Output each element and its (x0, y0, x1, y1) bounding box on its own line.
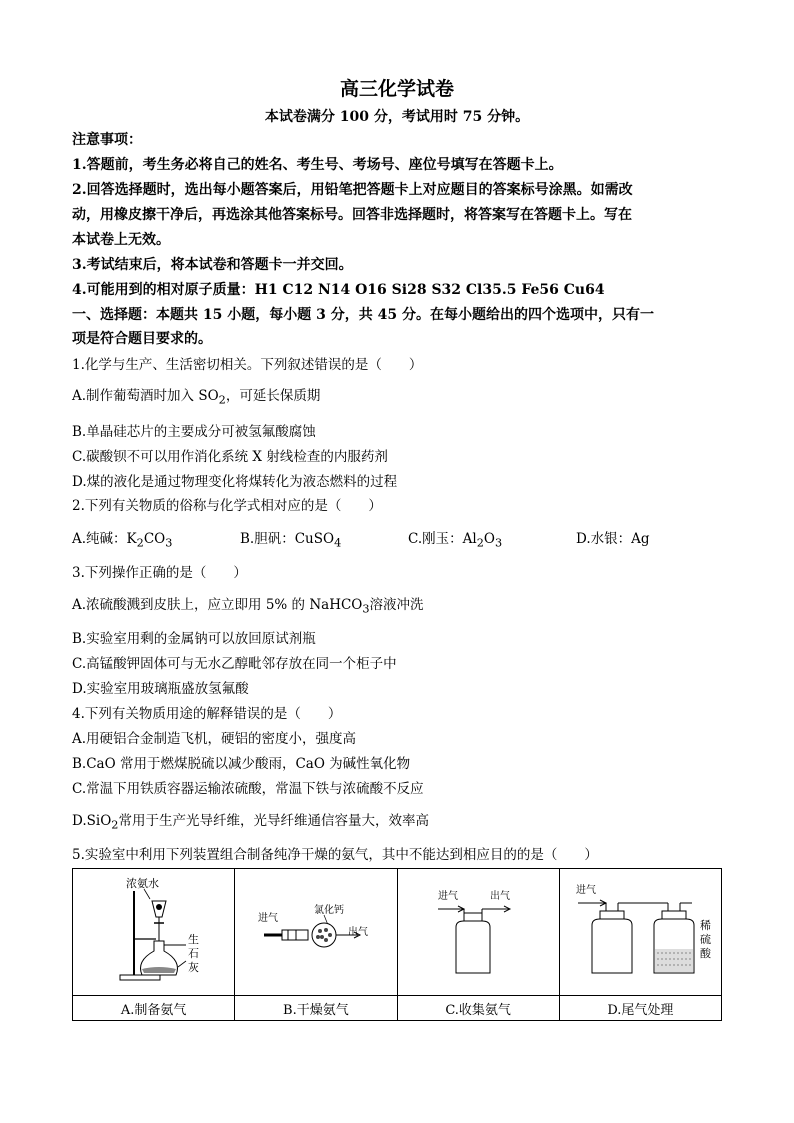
question-4-option-c: C.常温下用铁质容器运输浓硫酸，常温下铁与浓硫酸不反应 (72, 781, 424, 797)
question-1-option-d: D.煤的液化是通过物理变化将煤转化为液态燃料的过程 (72, 474, 398, 490)
question-3-option-b: B.实验室用剩的金属钠可以放回原试剂瓶 (72, 631, 316, 647)
caption-c: C.收集氨气 (397, 996, 559, 1021)
apparatus-b-cell (235, 869, 397, 996)
caption-d: D.尾气处理 (559, 996, 721, 1021)
question-2-option-d: D.水银：Ag (576, 531, 650, 547)
notes-item: 3.考试结束后，将本试卷和答题卡一并交回。 (72, 257, 353, 273)
notes-item: 1.答题前，考生务必将自己的姓名、考生号、考场号、座位号填写在答题卡上。 (72, 157, 563, 173)
drying-tube-diagram (236, 869, 396, 991)
ammonia-solution-label: 浓氨水 (125, 877, 159, 890)
question-2-stem: 2.下列有关物质的俗称与化学式相对应的是（ ） (72, 498, 382, 514)
question-2-option-a: A.纯碱：$K_2CO_3$ (72, 531, 173, 550)
apparatus-c-cell (397, 869, 559, 996)
question-4-option-b: B.CaO 常用于燃煤脱硫以减少酸雨，CaO 为碱性氧化物 (72, 756, 411, 772)
gas-collection-bottle-diagram (398, 869, 558, 991)
question-3-option-d: D.实验室用玻璃瓶盛放氢氟酸 (72, 681, 249, 697)
question-3-option-c: C.高锰酸钾固体可与无水乙醇毗邻存放在同一个柜子中 (72, 656, 397, 672)
lime-label-char: 生 (187, 933, 199, 946)
dilute-sulfuric-acid-label-char: 稀 (700, 919, 712, 932)
notes-item: 2.回答选择题时，选出每小题答案后，用铅笔把答题卡上对应题目的答案标号涂黑。如需改 (72, 182, 633, 198)
question-1-option-c: C.碳酸钡不可以用作消化系统 X 射线检查的内服药剂 (72, 449, 388, 465)
lime-label-char: 灰 (187, 961, 199, 974)
caption-b: B.干燥氨气 (235, 996, 397, 1021)
gas-inlet-label: 进气 (438, 891, 459, 902)
question-5-stem: 5.实验室中利用下列装置组合制备纯净干燥的氨气，其中不能达到相应目的的是（ ） (72, 847, 598, 863)
lime-label-char: 石 (187, 947, 199, 960)
apparatus-a-cell (73, 869, 235, 996)
question-1-option-a: A.制作葡萄酒时加入 $SO_2$，可延长保质期 (72, 388, 321, 407)
gas-inlet-label: 进气 (576, 885, 597, 896)
question-2-option-c: C.刚玉：$Al_2O_3$ (408, 531, 503, 550)
dilute-sulfuric-acid-label-char: 酸 (700, 947, 712, 960)
question-4-stem: 4.下列有关物质用途的解释错误的是（ ） (72, 706, 342, 722)
notes-item: 本试卷上无效。 (72, 232, 170, 248)
notes-item: 4.可能用到的相对原子质量：H1 C12 N14 O16 Si28 S32 Cl35.5 Fe56 Cu64 (72, 282, 605, 298)
calcium-chloride-label: 氯化钙 (313, 905, 344, 916)
question-2-option-b: B.胆矾：CuSO$_4$ (240, 531, 342, 550)
exam-info: 本试卷满分 100 分，考试用时 75 分钟。 (264, 109, 530, 125)
question-1-stem: 1.化学与生产、生活密切相关。下列叙述错误的是（ ） (72, 357, 423, 373)
notes-item: 动，用橡皮擦干净后，再选涂其他答案标号。回答非选择题时，将答案写在答题卡上。写在 (72, 207, 632, 223)
question-3-option-a: A.浓硫酸溅到皮肤上，应立即用 5% 的 NaHCO$_3$溶液冲洗 (72, 597, 424, 616)
gas-outlet-label: 出气 (490, 891, 511, 902)
ammonia-generator-diagram (74, 869, 234, 991)
question-1-option-b: B.单晶硅芯片的主要成分可被氢氟酸腐蚀 (72, 424, 316, 440)
apparatus-d-cell (559, 869, 721, 996)
question-3-stem: 3.下列操作正确的是（ ） (72, 565, 247, 581)
dilute-sulfuric-acid-label-char: 硫 (700, 933, 712, 946)
question-4-option-d: D.SiO$_2$常用于生产光导纤维，光导纤维通信容量大，效率高 (72, 813, 429, 832)
gas-inlet-label: 进气 (257, 913, 278, 924)
gas-outlet-label: 出气 (347, 927, 368, 938)
caption-a: A.制备氨气 (73, 996, 235, 1021)
page-title: 高三化学试卷 (339, 78, 454, 100)
question-4-option-a: A.用硬铝合金制造飞机，硬铝的密度小，强度高 (72, 731, 357, 747)
tail-gas-absorption-diagram (560, 869, 720, 991)
notes-heading: 注意事项： (72, 132, 142, 148)
section-heading-cont: 项是符合题目要求的。 (72, 331, 212, 347)
apparatus-table (72, 868, 722, 1021)
section-heading: 一、选择题：本题共 15 小题，每小题 3 分，共 45 分。在每小题给出的四个选项中，只有一 (72, 307, 654, 323)
